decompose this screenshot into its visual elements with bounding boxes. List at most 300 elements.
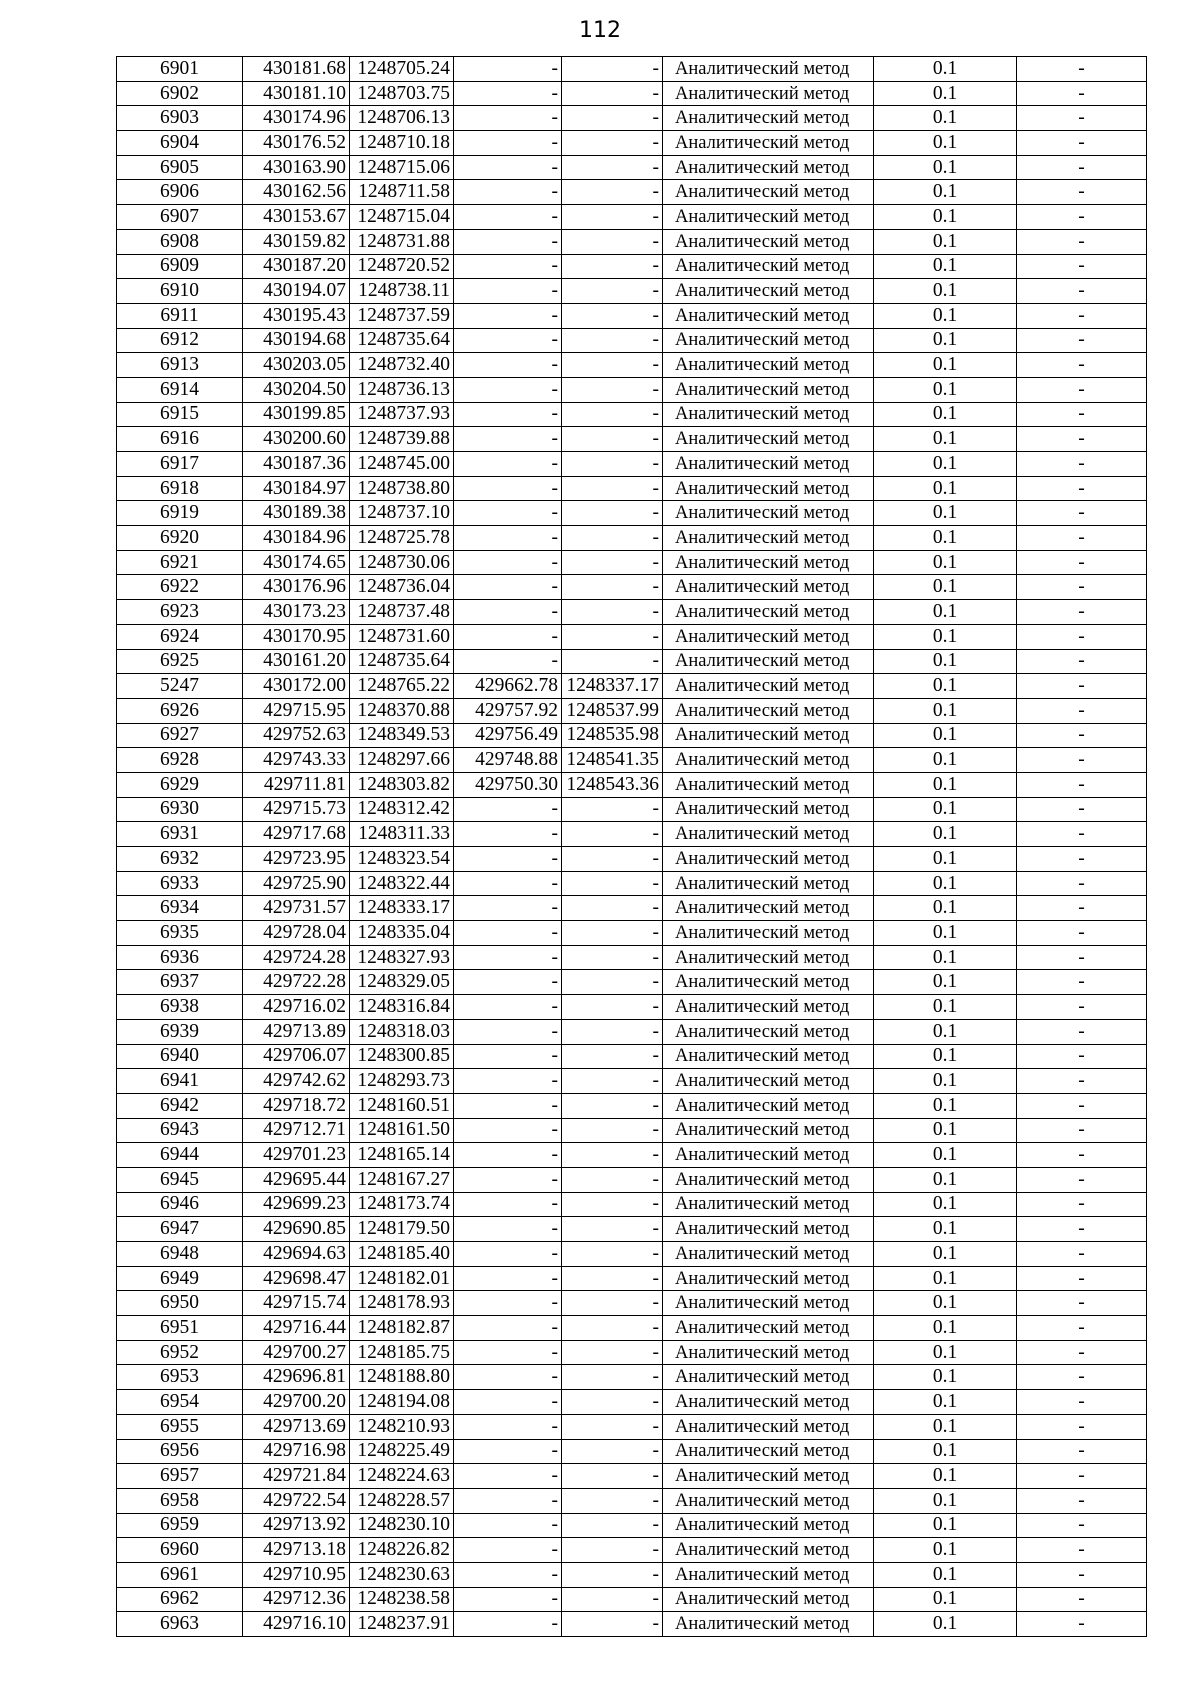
accuracy-cell: 0.1 [874, 945, 1017, 970]
accuracy-cell: 0.1 [874, 1069, 1017, 1094]
accuracy-cell: 0.1 [874, 921, 1017, 946]
y2-coordinate-cell: - [562, 279, 663, 304]
y-coordinate-cell: 1248188.80 [350, 1365, 454, 1390]
x-coordinate-cell: 429696.81 [243, 1365, 350, 1390]
table-row [117, 1414, 1147, 1439]
y-coordinate-cell: 1248238.58 [350, 1587, 454, 1612]
y-coordinate-cell: 1248738.11 [350, 279, 454, 304]
accuracy-cell: 0.1 [874, 1266, 1017, 1291]
y2-coordinate-cell: - [562, 476, 663, 501]
x-coordinate-cell: 429724.28 [243, 945, 350, 970]
point-number-cell: 6901 [117, 57, 243, 82]
x2-coordinate-cell: - [454, 1291, 562, 1316]
y2-coordinate-cell: - [562, 131, 663, 156]
x-coordinate-cell: 429700.27 [243, 1340, 350, 1365]
method-cell: Аналитический метод [663, 723, 874, 748]
method-cell: Аналитический метод [663, 1365, 874, 1390]
x2-coordinate-cell: - [454, 1019, 562, 1044]
accuracy-cell: 0.1 [874, 1093, 1017, 1118]
accuracy-cell: 0.1 [874, 896, 1017, 921]
table-row [117, 1439, 1147, 1464]
note-cell: - [1017, 254, 1147, 279]
y2-coordinate-cell: - [562, 303, 663, 328]
accuracy-cell: 0.1 [874, 501, 1017, 526]
method-cell: Аналитический метод [663, 131, 874, 156]
y2-coordinate-cell: - [562, 1587, 663, 1612]
accuracy-cell: 0.1 [874, 1217, 1017, 1242]
x2-coordinate-cell: - [454, 1044, 562, 1069]
y2-coordinate-cell: - [562, 575, 663, 600]
x-coordinate-cell: 429715.95 [243, 698, 350, 723]
x2-coordinate-cell: - [454, 303, 562, 328]
point-number-cell: 6908 [117, 229, 243, 254]
method-cell: Аналитический метод [663, 1562, 874, 1587]
y-coordinate-cell: 1248167.27 [350, 1167, 454, 1192]
y-coordinate-cell: 1248303.82 [350, 772, 454, 797]
note-cell: - [1017, 600, 1147, 625]
x-coordinate-cell: 429728.04 [243, 921, 350, 946]
accuracy-cell: 0.1 [874, 254, 1017, 279]
accuracy-cell: 0.1 [874, 1340, 1017, 1365]
y2-coordinate-cell: - [562, 896, 663, 921]
y-coordinate-cell: 1248230.63 [350, 1562, 454, 1587]
note-cell: - [1017, 674, 1147, 699]
x2-coordinate-cell: - [454, 1069, 562, 1094]
y-coordinate-cell: 1248311.33 [350, 822, 454, 847]
y2-coordinate-cell: 1248537.99 [562, 698, 663, 723]
method-cell: Аналитический метод [663, 402, 874, 427]
y-coordinate-cell: 1248224.63 [350, 1464, 454, 1489]
method-cell: Аналитический метод [663, 229, 874, 254]
x2-coordinate-cell: - [454, 57, 562, 82]
x-coordinate-cell: 429715.74 [243, 1291, 350, 1316]
point-number-cell: 6933 [117, 871, 243, 896]
point-number-cell: 5247 [117, 674, 243, 699]
y-coordinate-cell: 1248732.40 [350, 353, 454, 378]
x2-coordinate-cell: - [454, 81, 562, 106]
y-coordinate-cell: 1248738.80 [350, 476, 454, 501]
y-coordinate-cell: 1248370.88 [350, 698, 454, 723]
y-coordinate-cell: 1248312.42 [350, 797, 454, 822]
x2-coordinate-cell: - [454, 1093, 562, 1118]
y2-coordinate-cell: - [562, 1266, 663, 1291]
point-number-cell: 6932 [117, 847, 243, 872]
point-number-cell: 6902 [117, 81, 243, 106]
y2-coordinate-cell: - [562, 1340, 663, 1365]
note-cell: - [1017, 1538, 1147, 1563]
y2-coordinate-cell: - [562, 427, 663, 452]
method-cell: Аналитический метод [663, 847, 874, 872]
table-row [117, 1167, 1147, 1192]
accuracy-cell: 0.1 [874, 847, 1017, 872]
table-row [117, 1390, 1147, 1415]
table-row [117, 1587, 1147, 1612]
point-number-cell: 6957 [117, 1464, 243, 1489]
method-cell: Аналитический метод [663, 1414, 874, 1439]
point-number-cell: 6942 [117, 1093, 243, 1118]
y-coordinate-cell: 1248706.13 [350, 106, 454, 131]
x2-coordinate-cell: - [454, 427, 562, 452]
y-coordinate-cell: 1248720.52 [350, 254, 454, 279]
x-coordinate-cell: 429698.47 [243, 1266, 350, 1291]
table-row [117, 1340, 1147, 1365]
accuracy-cell: 0.1 [874, 1464, 1017, 1489]
note-cell: - [1017, 452, 1147, 477]
x2-coordinate-cell: - [454, 1217, 562, 1242]
y2-coordinate-cell: - [562, 1439, 663, 1464]
note-cell: - [1017, 1464, 1147, 1489]
x-coordinate-cell: 430204.50 [243, 377, 350, 402]
note-cell: - [1017, 303, 1147, 328]
table-row [117, 155, 1147, 180]
x2-coordinate-cell: - [454, 1118, 562, 1143]
method-cell: Аналитический метод [663, 1118, 874, 1143]
table-row [117, 1069, 1147, 1094]
y2-coordinate-cell: - [562, 1242, 663, 1267]
y-coordinate-cell: 1248335.04 [350, 921, 454, 946]
accuracy-cell: 0.1 [874, 526, 1017, 551]
x2-coordinate-cell: - [454, 180, 562, 205]
x2-coordinate-cell: - [454, 229, 562, 254]
method-cell: Аналитический метод [663, 1390, 874, 1415]
y-coordinate-cell: 1248349.53 [350, 723, 454, 748]
accuracy-cell: 0.1 [874, 1019, 1017, 1044]
accuracy-cell: 0.1 [874, 1587, 1017, 1612]
table-row [117, 550, 1147, 575]
accuracy-cell: 0.1 [874, 57, 1017, 82]
y2-coordinate-cell: - [562, 57, 663, 82]
point-number-cell: 6913 [117, 353, 243, 378]
y-coordinate-cell: 1248226.82 [350, 1538, 454, 1563]
x2-coordinate-cell: - [454, 822, 562, 847]
point-number-cell: 6961 [117, 1562, 243, 1587]
accuracy-cell: 0.1 [874, 772, 1017, 797]
y2-coordinate-cell: - [562, 1143, 663, 1168]
x2-coordinate-cell: - [454, 1464, 562, 1489]
y2-coordinate-cell: - [562, 1612, 663, 1637]
x-coordinate-cell: 429713.92 [243, 1513, 350, 1538]
method-cell: Аналитический метод [663, 871, 874, 896]
point-number-cell: 6907 [117, 205, 243, 230]
accuracy-cell: 0.1 [874, 550, 1017, 575]
x2-coordinate-cell: - [454, 402, 562, 427]
accuracy-cell: 0.1 [874, 649, 1017, 674]
table-row [117, 180, 1147, 205]
x2-coordinate-cell: - [454, 1562, 562, 1587]
y-coordinate-cell: 1248210.93 [350, 1414, 454, 1439]
point-number-cell: 6944 [117, 1143, 243, 1168]
note-cell: - [1017, 1612, 1147, 1637]
x2-coordinate-cell: - [454, 624, 562, 649]
note-cell: - [1017, 229, 1147, 254]
y2-coordinate-cell: - [562, 1044, 663, 1069]
method-cell: Аналитический метод [663, 1143, 874, 1168]
y-coordinate-cell: 1248765.22 [350, 674, 454, 699]
note-cell: - [1017, 57, 1147, 82]
note-cell: - [1017, 797, 1147, 822]
note-cell: - [1017, 945, 1147, 970]
x-coordinate-cell: 429723.95 [243, 847, 350, 872]
x-coordinate-cell: 430184.97 [243, 476, 350, 501]
x-coordinate-cell: 430153.67 [243, 205, 350, 230]
accuracy-cell: 0.1 [874, 1365, 1017, 1390]
point-number-cell: 6940 [117, 1044, 243, 1069]
point-number-cell: 6919 [117, 501, 243, 526]
x2-coordinate-cell: - [454, 1192, 562, 1217]
method-cell: Аналитический метод [663, 106, 874, 131]
note-cell: - [1017, 1093, 1147, 1118]
method-cell: Аналитический метод [663, 822, 874, 847]
method-cell: Аналитический метод [663, 797, 874, 822]
point-number-cell: 6953 [117, 1365, 243, 1390]
x2-coordinate-cell: - [454, 1143, 562, 1168]
table-row [117, 797, 1147, 822]
accuracy-cell: 0.1 [874, 328, 1017, 353]
x-coordinate-cell: 430187.20 [243, 254, 350, 279]
point-number-cell: 6929 [117, 772, 243, 797]
method-cell: Аналитический метод [663, 1242, 874, 1267]
point-number-cell: 6936 [117, 945, 243, 970]
y-coordinate-cell: 1248739.88 [350, 427, 454, 452]
table-row [117, 1365, 1147, 1390]
note-cell: - [1017, 1192, 1147, 1217]
x2-coordinate-cell: - [454, 328, 562, 353]
x2-coordinate-cell: - [454, 1316, 562, 1341]
note-cell: - [1017, 1340, 1147, 1365]
note-cell: - [1017, 1266, 1147, 1291]
table-row [117, 1316, 1147, 1341]
point-number-cell: 6911 [117, 303, 243, 328]
method-cell: Аналитический метод [663, 1488, 874, 1513]
y-coordinate-cell: 1248725.78 [350, 526, 454, 551]
x-coordinate-cell: 429713.69 [243, 1414, 350, 1439]
y2-coordinate-cell: - [562, 871, 663, 896]
note-cell: - [1017, 698, 1147, 723]
note-cell: - [1017, 1513, 1147, 1538]
note-cell: - [1017, 155, 1147, 180]
point-number-cell: 6920 [117, 526, 243, 551]
table-body [117, 57, 1147, 1637]
x2-coordinate-cell: - [454, 452, 562, 477]
y-coordinate-cell: 1248731.60 [350, 624, 454, 649]
point-number-cell: 6921 [117, 550, 243, 575]
note-cell: - [1017, 1019, 1147, 1044]
y2-coordinate-cell: - [562, 1538, 663, 1563]
accuracy-cell: 0.1 [874, 427, 1017, 452]
page-number: 112 [579, 18, 621, 43]
table-row [117, 229, 1147, 254]
y-coordinate-cell: 1248185.75 [350, 1340, 454, 1365]
x2-coordinate-cell: - [454, 896, 562, 921]
x2-coordinate-cell: - [454, 871, 562, 896]
table-row [117, 847, 1147, 872]
accuracy-cell: 0.1 [874, 1390, 1017, 1415]
x2-coordinate-cell: - [454, 1612, 562, 1637]
table-row [117, 1118, 1147, 1143]
note-cell: - [1017, 1118, 1147, 1143]
method-cell: Аналитический метод [663, 772, 874, 797]
x-coordinate-cell: 429716.44 [243, 1316, 350, 1341]
point-number-cell: 6927 [117, 723, 243, 748]
y-coordinate-cell: 1248293.73 [350, 1069, 454, 1094]
table-row [117, 1143, 1147, 1168]
y-coordinate-cell: 1248322.44 [350, 871, 454, 896]
note-cell: - [1017, 1316, 1147, 1341]
x-coordinate-cell: 429722.54 [243, 1488, 350, 1513]
accuracy-cell: 0.1 [874, 131, 1017, 156]
x-coordinate-cell: 430162.56 [243, 180, 350, 205]
method-cell: Аналитический метод [663, 1019, 874, 1044]
table-row [117, 106, 1147, 131]
accuracy-cell: 0.1 [874, 1612, 1017, 1637]
x-coordinate-cell: 429701.23 [243, 1143, 350, 1168]
method-cell: Аналитический метод [663, 155, 874, 180]
table-row [117, 772, 1147, 797]
method-cell: Аналитический метод [663, 1612, 874, 1637]
accuracy-cell: 0.1 [874, 1562, 1017, 1587]
y2-coordinate-cell: - [562, 81, 663, 106]
accuracy-cell: 0.1 [874, 1513, 1017, 1538]
y-coordinate-cell: 1248178.93 [350, 1291, 454, 1316]
note-cell: - [1017, 131, 1147, 156]
y2-coordinate-cell: - [562, 452, 663, 477]
y2-coordinate-cell: - [562, 205, 663, 230]
x-coordinate-cell: 430176.52 [243, 131, 350, 156]
point-number-cell: 6924 [117, 624, 243, 649]
x2-coordinate-cell: - [454, 550, 562, 575]
x2-coordinate-cell: - [454, 106, 562, 131]
x-coordinate-cell: 430173.23 [243, 600, 350, 625]
table-row [117, 1242, 1147, 1267]
table-row [117, 575, 1147, 600]
x2-coordinate-cell: - [454, 797, 562, 822]
y2-coordinate-cell: - [562, 526, 663, 551]
x2-coordinate-cell: - [454, 600, 562, 625]
y-coordinate-cell: 1248737.59 [350, 303, 454, 328]
accuracy-cell: 0.1 [874, 822, 1017, 847]
y-coordinate-cell: 1248160.51 [350, 1093, 454, 1118]
accuracy-cell: 0.1 [874, 723, 1017, 748]
table-row [117, 822, 1147, 847]
table-row [117, 1291, 1147, 1316]
table-row [117, 279, 1147, 304]
point-number-cell: 6959 [117, 1513, 243, 1538]
x2-coordinate-cell: - [454, 649, 562, 674]
x2-coordinate-cell: 429748.88 [454, 748, 562, 773]
point-number-cell: 6955 [117, 1414, 243, 1439]
method-cell: Аналитический метод [663, 279, 874, 304]
x2-coordinate-cell: - [454, 279, 562, 304]
note-cell: - [1017, 772, 1147, 797]
point-number-cell: 6904 [117, 131, 243, 156]
x-coordinate-cell: 430199.85 [243, 402, 350, 427]
y-coordinate-cell: 1248731.88 [350, 229, 454, 254]
point-number-cell: 6937 [117, 970, 243, 995]
table-row [117, 303, 1147, 328]
accuracy-cell: 0.1 [874, 1167, 1017, 1192]
x-coordinate-cell: 430200.60 [243, 427, 350, 452]
table-row [117, 600, 1147, 625]
method-cell: Аналитический метод [663, 1513, 874, 1538]
table-row [117, 970, 1147, 995]
note-cell: - [1017, 723, 1147, 748]
method-cell: Аналитический метод [663, 1587, 874, 1612]
accuracy-cell: 0.1 [874, 674, 1017, 699]
y2-coordinate-cell: - [562, 1513, 663, 1538]
x-coordinate-cell: 430181.68 [243, 57, 350, 82]
x-coordinate-cell: 429722.28 [243, 970, 350, 995]
note-cell: - [1017, 476, 1147, 501]
table-row [117, 1217, 1147, 1242]
note-cell: - [1017, 575, 1147, 600]
x2-coordinate-cell: 429756.49 [454, 723, 562, 748]
x-coordinate-cell: 429752.63 [243, 723, 350, 748]
note-cell: - [1017, 1291, 1147, 1316]
point-number-cell: 6946 [117, 1192, 243, 1217]
table-row [117, 871, 1147, 896]
y2-coordinate-cell: - [562, 229, 663, 254]
y-coordinate-cell: 1248333.17 [350, 896, 454, 921]
method-cell: Аналитический метод [663, 476, 874, 501]
y2-coordinate-cell: - [562, 328, 663, 353]
accuracy-cell: 0.1 [874, 600, 1017, 625]
x2-coordinate-cell: 429750.30 [454, 772, 562, 797]
accuracy-cell: 0.1 [874, 229, 1017, 254]
y-coordinate-cell: 1248703.75 [350, 81, 454, 106]
accuracy-cell: 0.1 [874, 797, 1017, 822]
x2-coordinate-cell: 429662.78 [454, 674, 562, 699]
table-row [117, 1019, 1147, 1044]
method-cell: Аналитический метод [663, 57, 874, 82]
note-cell: - [1017, 279, 1147, 304]
point-number-cell: 6947 [117, 1217, 243, 1242]
point-number-cell: 6922 [117, 575, 243, 600]
x-coordinate-cell: 430203.05 [243, 353, 350, 378]
y-coordinate-cell: 1248161.50 [350, 1118, 454, 1143]
y2-coordinate-cell: - [562, 797, 663, 822]
y-coordinate-cell: 1248225.49 [350, 1439, 454, 1464]
x2-coordinate-cell: - [454, 377, 562, 402]
y2-coordinate-cell: - [562, 402, 663, 427]
note-cell: - [1017, 1217, 1147, 1242]
accuracy-cell: 0.1 [874, 1044, 1017, 1069]
point-number-cell: 6951 [117, 1316, 243, 1341]
point-number-cell: 6941 [117, 1069, 243, 1094]
note-cell: - [1017, 748, 1147, 773]
accuracy-cell: 0.1 [874, 1538, 1017, 1563]
y-coordinate-cell: 1248323.54 [350, 847, 454, 872]
method-cell: Аналитический метод [663, 995, 874, 1020]
note-cell: - [1017, 1242, 1147, 1267]
method-cell: Аналитический метод [663, 526, 874, 551]
x2-coordinate-cell: - [454, 353, 562, 378]
point-number-cell: 6935 [117, 921, 243, 946]
point-number-cell: 6954 [117, 1390, 243, 1415]
y2-coordinate-cell: - [562, 180, 663, 205]
point-number-cell: 6963 [117, 1612, 243, 1637]
x2-coordinate-cell: - [454, 1340, 562, 1365]
method-cell: Аналитический метод [663, 353, 874, 378]
x-coordinate-cell: 429700.20 [243, 1390, 350, 1415]
point-number-cell: 6960 [117, 1538, 243, 1563]
y2-coordinate-cell: 1248337.17 [562, 674, 663, 699]
point-number-cell: 6962 [117, 1587, 243, 1612]
method-cell: Аналитический метод [663, 550, 874, 575]
accuracy-cell: 0.1 [874, 377, 1017, 402]
y-coordinate-cell: 1248736.04 [350, 575, 454, 600]
accuracy-cell: 0.1 [874, 1414, 1017, 1439]
x-coordinate-cell: 430159.82 [243, 229, 350, 254]
